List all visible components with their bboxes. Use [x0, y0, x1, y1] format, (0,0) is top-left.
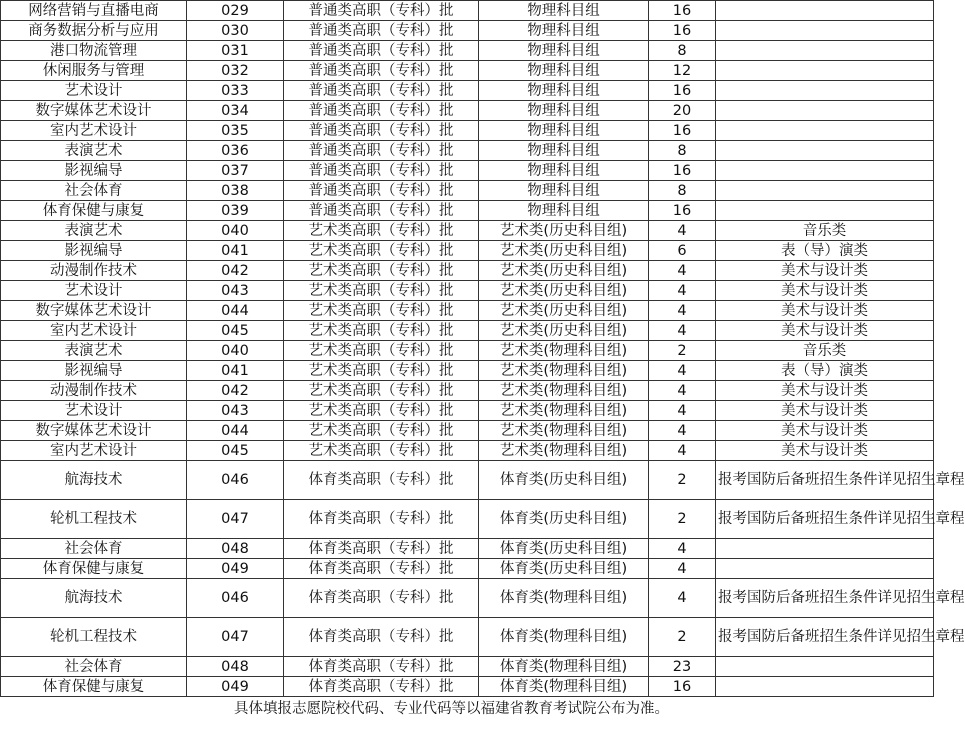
table-row — [1, 381, 934, 401]
note-cell — [716, 81, 934, 101]
subject-cell: 体育类(历史科目组) — [479, 500, 649, 539]
note-cell — [716, 559, 934, 579]
major-cell: 轮机工程技术 — [1, 500, 187, 539]
major-cell: 艺术设计 — [1, 81, 187, 101]
code-cell: 044 — [187, 301, 284, 321]
code-cell: 049 — [187, 559, 284, 579]
plan-count-cell: 2 — [649, 500, 716, 539]
major-cell: 表演艺术 — [1, 141, 187, 161]
code-cell: 049 — [187, 677, 284, 697]
batch-cell: 艺术类高职（专科）批 — [284, 381, 479, 401]
code-cell: 032 — [187, 61, 284, 81]
batch-cell: 体育类高职（专科）批 — [284, 579, 479, 618]
code-cell: 031 — [187, 41, 284, 61]
subject-cell: 物理科目组 — [479, 201, 649, 221]
major-cell: 动漫制作技术 — [1, 261, 187, 281]
table-row — [1, 241, 934, 261]
batch-cell: 体育类高职（专科）批 — [284, 657, 479, 677]
subject-cell: 物理科目组 — [479, 21, 649, 41]
subject-cell: 体育类(历史科目组) — [479, 461, 649, 500]
major-cell: 艺术设计 — [1, 281, 187, 301]
major-cell: 影视编导 — [1, 361, 187, 381]
plan-count-cell: 16 — [649, 121, 716, 141]
plan-count-cell: 4 — [649, 539, 716, 559]
subject-cell: 艺术类(物理科目组) — [479, 441, 649, 461]
subject-cell: 艺术类(物理科目组) — [479, 341, 649, 361]
table-row — [1, 421, 934, 441]
note-cell: 报考国防后备班招生条件详见招生章程 — [716, 461, 934, 500]
note-cell: 美术与设计类 — [716, 281, 934, 301]
batch-cell: 艺术类高职（专科）批 — [284, 281, 479, 301]
code-cell: 048 — [187, 657, 284, 677]
major-cell: 网络营销与直播电商 — [1, 1, 187, 21]
code-cell: 030 — [187, 21, 284, 41]
batch-cell: 艺术类高职（专科）批 — [284, 441, 479, 461]
table-row — [1, 361, 934, 381]
major-cell: 社会体育 — [1, 657, 187, 677]
table-row — [1, 618, 934, 657]
code-cell: 039 — [187, 201, 284, 221]
code-cell: 029 — [187, 1, 284, 21]
table-row — [1, 321, 934, 341]
note-cell: 音乐类 — [716, 221, 934, 241]
batch-cell: 体育类高职（专科）批 — [284, 559, 479, 579]
major-cell: 数字媒体艺术设计 — [1, 421, 187, 441]
plan-count-cell: 4 — [649, 381, 716, 401]
subject-cell: 体育类(物理科目组) — [479, 579, 649, 618]
major-cell: 室内艺术设计 — [1, 121, 187, 141]
subject-cell: 物理科目组 — [479, 121, 649, 141]
subject-cell: 物理科目组 — [479, 81, 649, 101]
table-row — [1, 341, 934, 361]
table-row — [1, 500, 934, 539]
plan-count-cell: 4 — [649, 301, 716, 321]
major-cell: 动漫制作技术 — [1, 381, 187, 401]
subject-cell: 体育类(物理科目组) — [479, 618, 649, 657]
plan-count-cell: 2 — [649, 461, 716, 500]
table-row — [1, 301, 934, 321]
table-row — [1, 401, 934, 421]
batch-cell: 普通类高职（专科）批 — [284, 201, 479, 221]
plan-count-cell: 16 — [649, 21, 716, 41]
code-cell: 034 — [187, 101, 284, 121]
table-row — [1, 81, 934, 101]
plan-count-cell: 23 — [649, 657, 716, 677]
table-row — [1, 41, 934, 61]
plan-count-cell: 4 — [649, 321, 716, 341]
batch-cell: 体育类高职（专科）批 — [284, 500, 479, 539]
note-cell — [716, 101, 934, 121]
batch-cell: 艺术类高职（专科）批 — [284, 321, 479, 341]
plan-count-cell: 4 — [649, 421, 716, 441]
major-cell: 影视编导 — [1, 161, 187, 181]
table-row — [1, 181, 934, 201]
subject-cell: 体育类(历史科目组) — [479, 539, 649, 559]
code-cell: 042 — [187, 381, 284, 401]
footer-note: 具体填报志愿院校代码、专业代码等以福建省教育考试院公布为准。 — [234, 701, 669, 717]
subject-cell: 体育类(物理科目组) — [479, 677, 649, 697]
major-cell: 社会体育 — [1, 181, 187, 201]
note-cell — [716, 41, 934, 61]
table-row — [1, 1, 934, 21]
batch-cell: 艺术类高职（专科）批 — [284, 301, 479, 321]
batch-cell: 普通类高职（专科）批 — [284, 121, 479, 141]
batch-cell: 普通类高职（专科）批 — [284, 81, 479, 101]
note-cell: 音乐类 — [716, 341, 934, 361]
subject-cell: 艺术类(物理科目组) — [479, 381, 649, 401]
batch-cell: 艺术类高职（专科）批 — [284, 261, 479, 281]
note-cell: 美术与设计类 — [716, 401, 934, 421]
code-cell: 036 — [187, 141, 284, 161]
table-row — [1, 657, 934, 677]
note-cell: 美术与设计类 — [716, 381, 934, 401]
note-cell — [716, 161, 934, 181]
plan-count-cell: 4 — [649, 559, 716, 579]
plan-count-cell: 4 — [649, 281, 716, 301]
table-row — [1, 21, 934, 41]
major-cell: 体育保健与康复 — [1, 201, 187, 221]
table-row — [1, 261, 934, 281]
code-cell: 045 — [187, 441, 284, 461]
code-cell: 046 — [187, 579, 284, 618]
major-cell: 艺术设计 — [1, 401, 187, 421]
batch-cell: 普通类高职（专科）批 — [284, 101, 479, 121]
plan-count-cell: 2 — [649, 618, 716, 657]
subject-cell: 物理科目组 — [479, 181, 649, 201]
major-cell: 港口物流管理 — [1, 41, 187, 61]
plan-count-cell: 16 — [649, 81, 716, 101]
code-cell: 043 — [187, 401, 284, 421]
plan-count-cell: 16 — [649, 1, 716, 21]
major-cell: 表演艺术 — [1, 221, 187, 241]
table-row — [1, 441, 934, 461]
major-cell: 体育保健与康复 — [1, 559, 187, 579]
plan-count-cell: 4 — [649, 221, 716, 241]
plan-count-cell: 16 — [649, 201, 716, 221]
table-row — [1, 221, 934, 241]
batch-cell: 普通类高职（专科）批 — [284, 181, 479, 201]
subject-cell: 艺术类(历史科目组) — [479, 321, 649, 341]
batch-cell: 普通类高职（专科）批 — [284, 1, 479, 21]
note-cell — [716, 657, 934, 677]
batch-cell: 体育类高职（专科）批 — [284, 539, 479, 559]
code-cell: 047 — [187, 500, 284, 539]
note-cell — [716, 539, 934, 559]
plan-count-cell: 16 — [649, 161, 716, 181]
note-cell: 美术与设计类 — [716, 261, 934, 281]
note-cell: 报考国防后备班招生条件详见招生章程 — [716, 618, 934, 657]
table-row — [1, 101, 934, 121]
major-cell: 航海技术 — [1, 461, 187, 500]
note-cell — [716, 181, 934, 201]
code-cell: 042 — [187, 261, 284, 281]
batch-cell: 艺术类高职（专科）批 — [284, 421, 479, 441]
table-row — [1, 141, 934, 161]
note-cell: 美术与设计类 — [716, 441, 934, 461]
batch-cell: 艺术类高职（专科）批 — [284, 221, 479, 241]
table-row — [1, 579, 934, 618]
plan-count-cell: 8 — [649, 41, 716, 61]
code-cell: 045 — [187, 321, 284, 341]
subject-cell: 物理科目组 — [479, 141, 649, 161]
subject-cell: 物理科目组 — [479, 101, 649, 121]
note-cell — [716, 677, 934, 697]
batch-cell: 体育类高职（专科）批 — [284, 677, 479, 697]
major-cell: 室内艺术设计 — [1, 321, 187, 341]
note-cell — [716, 21, 934, 41]
major-cell: 影视编导 — [1, 241, 187, 261]
table-row — [1, 61, 934, 81]
batch-cell: 普通类高职（专科）批 — [284, 141, 479, 161]
major-cell: 表演艺术 — [1, 341, 187, 361]
note-cell: 美术与设计类 — [716, 421, 934, 441]
plan-count-cell: 8 — [649, 141, 716, 161]
batch-cell: 艺术类高职（专科）批 — [284, 341, 479, 361]
major-cell: 体育保健与康复 — [1, 677, 187, 697]
batch-cell: 艺术类高职（专科）批 — [284, 361, 479, 381]
note-cell — [716, 1, 934, 21]
table-row — [1, 559, 934, 579]
code-cell: 046 — [187, 461, 284, 500]
table-row — [1, 201, 934, 221]
plan-count-cell: 4 — [649, 441, 716, 461]
batch-cell: 普通类高职（专科）批 — [284, 21, 479, 41]
code-cell: 041 — [187, 361, 284, 381]
batch-cell: 普通类高职（专科）批 — [284, 61, 479, 81]
note-cell — [716, 61, 934, 81]
subject-cell: 艺术类(历史科目组) — [479, 281, 649, 301]
note-cell: 美术与设计类 — [716, 321, 934, 341]
code-cell: 037 — [187, 161, 284, 181]
plan-count-cell: 4 — [649, 401, 716, 421]
code-cell: 044 — [187, 421, 284, 441]
note-cell — [716, 201, 934, 221]
major-cell: 社会体育 — [1, 539, 187, 559]
plan-count-cell: 4 — [649, 579, 716, 618]
plan-count-cell: 6 — [649, 241, 716, 261]
note-cell: 报考国防后备班招生条件详见招生章程 — [716, 500, 934, 539]
subject-cell: 体育类(历史科目组) — [479, 559, 649, 579]
table-row — [1, 461, 934, 500]
batch-cell: 体育类高职（专科）批 — [284, 461, 479, 500]
table-row — [1, 677, 934, 697]
subject-cell: 物理科目组 — [479, 161, 649, 181]
plan-count-cell: 20 — [649, 101, 716, 121]
plan-count-cell: 16 — [649, 677, 716, 697]
table-row — [1, 539, 934, 559]
code-cell: 043 — [187, 281, 284, 301]
table-row — [1, 281, 934, 301]
major-cell: 数字媒体艺术设计 — [1, 101, 187, 121]
batch-cell: 体育类高职（专科）批 — [284, 618, 479, 657]
code-cell: 047 — [187, 618, 284, 657]
note-cell — [716, 121, 934, 141]
subject-cell: 物理科目组 — [479, 1, 649, 21]
note-cell: 表（导）演类 — [716, 361, 934, 381]
plan-count-cell: 12 — [649, 61, 716, 81]
batch-cell: 艺术类高职（专科）批 — [284, 401, 479, 421]
code-cell: 048 — [187, 539, 284, 559]
major-cell: 商务数据分析与应用 — [1, 21, 187, 41]
table-row — [1, 161, 934, 181]
plan-count-cell: 4 — [649, 261, 716, 281]
code-cell: 041 — [187, 241, 284, 261]
subject-cell: 艺术类(历史科目组) — [479, 241, 649, 261]
subject-cell: 艺术类(历史科目组) — [479, 261, 649, 281]
major-cell: 室内艺术设计 — [1, 441, 187, 461]
note-cell — [716, 141, 934, 161]
code-cell: 040 — [187, 221, 284, 241]
code-cell: 035 — [187, 121, 284, 141]
subject-cell: 物理科目组 — [479, 61, 649, 81]
note-cell: 报考国防后备班招生条件详见招生章程 — [716, 579, 934, 618]
plan-count-cell: 2 — [649, 341, 716, 361]
subject-cell: 艺术类(物理科目组) — [479, 401, 649, 421]
major-cell: 轮机工程技术 — [1, 618, 187, 657]
plan-count-cell: 4 — [649, 361, 716, 381]
batch-cell: 普通类高职（专科）批 — [284, 161, 479, 181]
code-cell: 040 — [187, 341, 284, 361]
note-cell: 表（导）演类 — [716, 241, 934, 261]
plan-count-cell: 8 — [649, 181, 716, 201]
subject-cell: 艺术类(历史科目组) — [479, 221, 649, 241]
note-cell: 美术与设计类 — [716, 301, 934, 321]
major-cell: 数字媒体艺术设计 — [1, 301, 187, 321]
code-cell: 033 — [187, 81, 284, 101]
table-row — [1, 121, 934, 141]
subject-cell: 体育类(物理科目组) — [479, 657, 649, 677]
table-body — [1, 1, 965, 697]
subject-cell: 艺术类(物理科目组) — [479, 361, 649, 381]
batch-cell: 普通类高职（专科）批 — [284, 41, 479, 61]
major-cell: 休闲服务与管理 — [1, 61, 187, 81]
subject-cell: 物理科目组 — [479, 41, 649, 61]
subject-cell: 艺术类(历史科目组) — [479, 301, 649, 321]
subject-cell: 艺术类(物理科目组) — [479, 421, 649, 441]
code-cell: 038 — [187, 181, 284, 201]
major-cell: 航海技术 — [1, 579, 187, 618]
batch-cell: 艺术类高职（专科）批 — [284, 241, 479, 261]
